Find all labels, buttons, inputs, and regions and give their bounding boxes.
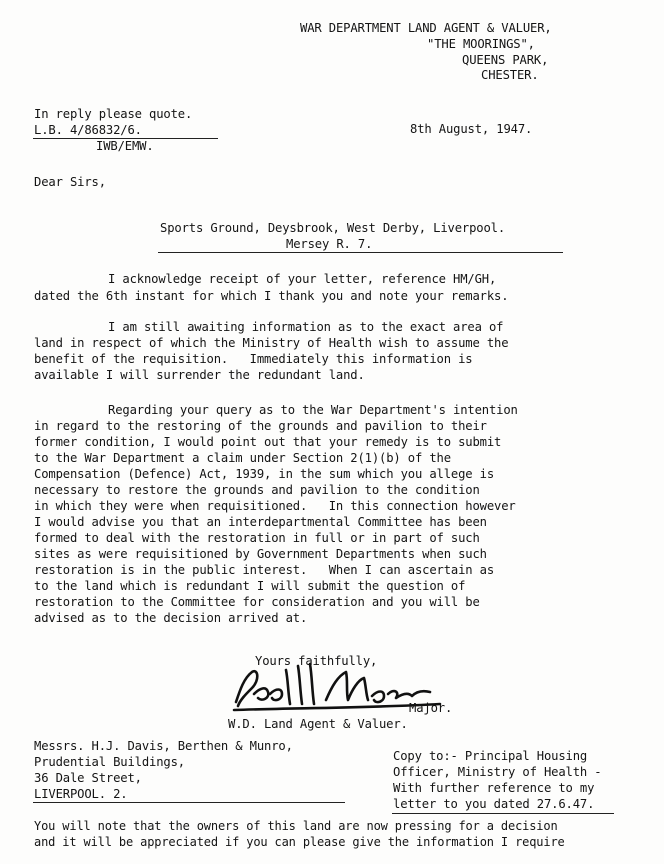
postscript-line-2: and it will be appreciated if you can please give the information I require: [34, 835, 565, 849]
reference-initials: IWB/EMW.: [96, 139, 154, 153]
sender-line-1: WAR DEPARTMENT LAND AGENT & VALUER,: [300, 21, 552, 35]
p3-line-5: Compensation (Defence) Act, 1939, in the sum which you allege is: [34, 467, 494, 481]
p3-line-3: former condition, I would point out that your remedy is to submit: [34, 435, 502, 449]
copy-note-line-4: letter to you dated 27.6.47.: [393, 797, 595, 811]
p2-line-2: land in respect of which the Ministry of Health wish to assume the: [34, 336, 509, 350]
p3-line-10: sites as were requisitioned by Government Departments when such: [34, 547, 487, 561]
p1-line-1: I acknowledge receipt of your letter, reference HM/GH,: [108, 272, 497, 286]
addressee-line-4: LIVERPOOL. 2.: [34, 787, 128, 801]
addressee-line-2: Prudential Buildings,: [34, 755, 185, 769]
subject-underline: [158, 252, 563, 253]
copy-note-line-3: With further reference to my: [393, 781, 595, 795]
signatory-title: W.D. Land Agent & Valuer.: [228, 717, 408, 731]
addressee-line-1: Messrs. H.J. Davis, Berthen & Munro,: [34, 739, 293, 753]
sender-line-4: CHESTER.: [481, 68, 539, 82]
p3-line-1: Regarding your query as to the War Department's intention: [108, 403, 518, 417]
postscript-line-1: You will note that the owners of this land are now pressing for a decision: [34, 819, 558, 833]
signatory-rank: Major.: [409, 701, 453, 715]
p3-line-13: restoration to the Committee for consideration and you will be: [34, 595, 480, 609]
p2-line-1: I am still awaiting information as to the exact area of: [108, 320, 504, 334]
p3-line-7: in which they were when requisitioned. In this connection however: [34, 499, 516, 513]
p2-line-4: available I will surrender the redundant land.: [34, 368, 365, 382]
p3-line-2: in regard to the restoring of the grounds and pavilion to their: [34, 419, 487, 433]
p3-line-8: I would advise you that an interdepartmental Committee has been: [34, 515, 487, 529]
salutation: Dear Sirs,: [34, 175, 106, 189]
copy-note-underline: [392, 813, 614, 814]
p3-line-4: to the War Department a claim under Section 2(1)(b) of the: [34, 451, 451, 465]
reference-prompt: In reply please quote.: [34, 107, 193, 121]
p2-line-3: benefit of the requisition. Immediately this information is: [34, 352, 473, 366]
p3-line-14: advised as to the decision arrived at.: [34, 611, 308, 625]
sender-line-3: QUEENS PARK,: [462, 53, 549, 67]
reference-code: L.B. 4/86832/6.: [34, 123, 142, 137]
subject-line-2: Mersey R. 7.: [286, 237, 373, 251]
copy-note-line-1: Copy to:- Principal Housing: [393, 749, 588, 763]
copy-note-line-2: Officer, Ministry of Health -: [393, 765, 602, 779]
subject-line-1: Sports Ground, Deysbrook, West Derby, Liverpool.: [160, 221, 505, 235]
valediction: Yours faithfully,: [255, 654, 378, 668]
p3-line-12: to the land which is redundant I will submit the question of: [34, 579, 466, 593]
letter-date: 8th August, 1947.: [410, 122, 533, 136]
p3-line-6: necessary to restore the grounds and pavilion to the condition: [34, 483, 480, 497]
addressee-line-3: 36 Dale Street,: [34, 771, 142, 785]
p3-line-9: formed to deal with the restoration in full or in part of such: [34, 531, 480, 545]
sender-line-2: "THE MOORINGS",: [427, 37, 535, 51]
p1-line-2: dated the 6th instant for which I thank you and note your remarks.: [34, 289, 509, 303]
p3-line-11: restoration is in the public interest. When I can ascertain as: [34, 563, 494, 577]
addressee-underline: [33, 802, 345, 803]
